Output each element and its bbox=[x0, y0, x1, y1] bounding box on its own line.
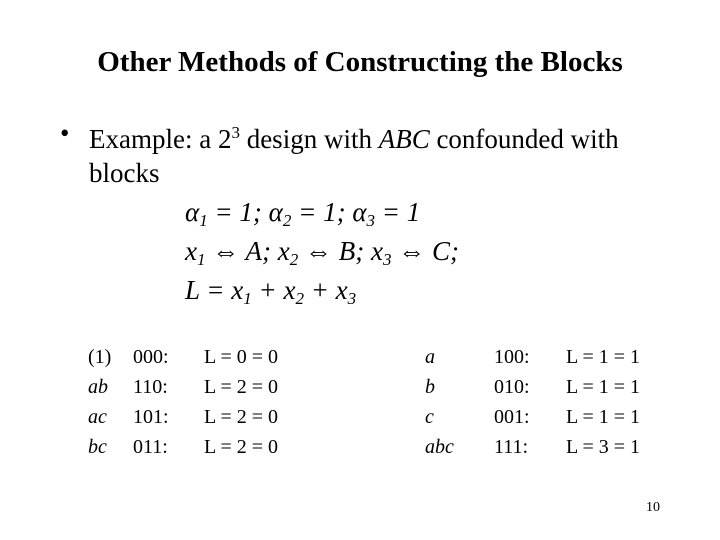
l-sub-1: 1 bbox=[243, 289, 252, 308]
l-text-1: + x bbox=[251, 275, 296, 305]
right-block-l-values bbox=[566, 342, 640, 462]
treatment-combination: ac bbox=[88, 406, 107, 428]
l-lead: L = x bbox=[185, 275, 244, 305]
alpha-sub-3: 3 bbox=[366, 211, 375, 230]
left-block-codes bbox=[133, 342, 169, 462]
alpha-sub-2: 2 bbox=[282, 211, 292, 230]
variable-mapping-equation bbox=[185, 236, 459, 270]
l-sub-3: 3 bbox=[347, 289, 357, 308]
l-value: L = 3 = 1 bbox=[566, 436, 641, 458]
bullet-superscript: 3 bbox=[231, 123, 240, 142]
bullet-emphasis: ABC bbox=[378, 124, 430, 154]
alpha-sub-1: 1 bbox=[199, 211, 208, 230]
map-x-3: x bbox=[370, 236, 383, 266]
treatment-combination: bc bbox=[88, 436, 107, 458]
treatment-combination: c bbox=[425, 406, 434, 428]
bullet-suffix: confounded with blocks bbox=[89, 124, 619, 188]
binary-code: 101: bbox=[133, 406, 169, 428]
slide-title: Other Methods of Constructing the Blocks bbox=[97, 46, 623, 78]
page-number: 10 bbox=[646, 500, 660, 515]
defining-contrast-equation bbox=[185, 275, 356, 309]
binary-code: 011: bbox=[133, 436, 168, 458]
map-text-3: ⇔ C; bbox=[391, 236, 459, 266]
alpha-symbol-3: α bbox=[352, 197, 367, 227]
bullet-text bbox=[89, 116, 679, 190]
map-x-1: x bbox=[185, 236, 197, 266]
l-value: L = 1 = 1 bbox=[566, 376, 641, 398]
binary-code: 111: bbox=[494, 436, 529, 458]
binary-code: 100: bbox=[494, 346, 530, 368]
bullet-middle: design with bbox=[239, 124, 379, 154]
l-value: L = 2 = 0 bbox=[204, 436, 279, 458]
binary-code: 000: bbox=[133, 346, 169, 368]
alpha-symbol-1: α bbox=[185, 197, 200, 227]
treatment-combination: abc bbox=[425, 436, 454, 458]
alpha-symbol-2: α bbox=[268, 197, 283, 227]
right-block-treatments bbox=[425, 342, 454, 462]
l-value: L = 2 = 0 bbox=[204, 376, 279, 398]
map-sub-3: 3 bbox=[382, 250, 392, 269]
treatment-combination: a bbox=[425, 346, 435, 368]
treatment-combination: ab bbox=[88, 376, 108, 398]
l-value: L = 0 = 0 bbox=[204, 346, 279, 368]
treatment-combination: b bbox=[425, 376, 435, 398]
map-text-1: ⇔ A; bbox=[205, 236, 278, 266]
bullet-prefix: Example: a 2 bbox=[89, 124, 232, 154]
map-text-2: ⇔ B; bbox=[298, 236, 371, 266]
map-sub-2: 2 bbox=[289, 250, 299, 269]
treatment-combination: (1) bbox=[88, 346, 112, 368]
map-x-2: x bbox=[277, 236, 290, 266]
left-block-l-values bbox=[204, 342, 278, 462]
left-block-treatments bbox=[88, 342, 111, 462]
binary-code: 001: bbox=[494, 406, 530, 428]
alpha-text-1: = 1; bbox=[207, 197, 269, 227]
alpha-equation bbox=[185, 197, 420, 231]
right-block-codes bbox=[494, 342, 530, 462]
l-value: L = 1 = 1 bbox=[566, 406, 641, 428]
binary-code: 010: bbox=[494, 376, 530, 398]
l-value: L = 2 = 0 bbox=[204, 406, 279, 428]
l-text-2: + x bbox=[303, 275, 348, 305]
l-sub-2: 2 bbox=[295, 289, 304, 308]
map-sub-1: 1 bbox=[196, 250, 206, 269]
binary-code: 110: bbox=[133, 376, 168, 398]
l-value: L = 1 = 1 bbox=[566, 346, 641, 368]
alpha-text-2: = 1; bbox=[291, 197, 353, 227]
alpha-text-3: = 1 bbox=[375, 197, 421, 227]
bullet-dot: • bbox=[60, 118, 70, 148]
